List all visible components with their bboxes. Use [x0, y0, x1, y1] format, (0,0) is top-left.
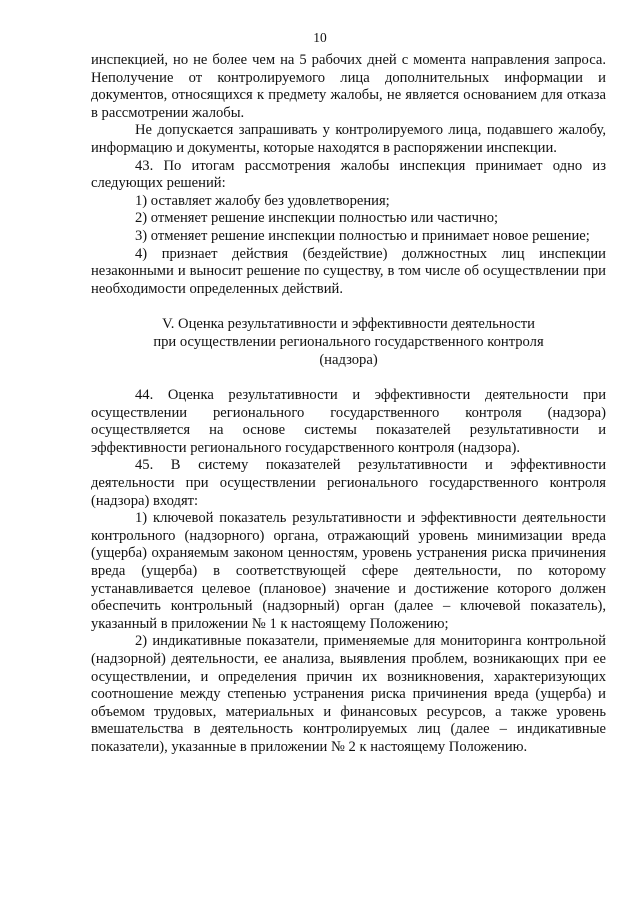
section-heading-line-1: V. Оценка результативности и эффективности деятельности [162, 316, 535, 333]
paragraph: 3) отменяет решение инспекции полностью и принимает новое решение; [135, 227, 590, 244]
paragraph: инспекцией, но не более чем на 5 рабочих дней с момента направления запроса. Неполучение от контролируемого лица дополнительных информации и документов, относящихся к предмету жалобы, не является основанием для отказа в рассмотрении жалобы. [91, 52, 606, 121]
paragraph: 43. По итогам рассмотрения жалобы инспекция принимает одно из следующих решений: [91, 157, 606, 192]
paragraph: 4) признает действия (бездействие) должностных лиц инспекции незаконными и выносит решение по существу, в том числе об осуществлении при необходимости определенных действий. [91, 245, 606, 297]
paragraph: Не допускается запрашивать у контролируемого лица, подавшего жалобу, информацию и документы, которые находятся в распоряжении инспекции. [91, 122, 606, 156]
section-heading-line-2: при осуществлении регионального государственного контроля [153, 333, 544, 350]
document-body [91, 52, 606, 757]
paragraph: 45. В систему показателей результативности и эффективности деятельности при осуществлении регионального государственного контроля (надзора) входят: [91, 457, 606, 509]
paragraph-group-performance-evaluation [91, 387, 606, 756]
section-heading-line-3: (надзора) [319, 351, 378, 368]
paragraph: 1) оставляет жалобу без удовлетворения; [135, 192, 390, 209]
paragraph: 1) ключевой показатель результативности и эффективности деятельности контрольного (надзорного) органа, отражающий уровень минимизации вреда (ущерба) охраняемым законом ценностям, уровень устранения риска причинения вреда (ущерба) в соответствующей сфере деятельности, по которому устанавливается целевое (плановое) значение и достижение которого должен обеспечить контрольный (надзорный) орган (далее – ключевой показатель), указанный в приложении № 1 к настоящему Положению; [91, 510, 606, 632]
paragraph: 2) индикативные показатели, применяемые для мониторинга контрольной (надзорной) деятельности, ее анализа, выявления проблем, возникающих при ее осуществлении, и определения причин их возникновения, характеризующих соотношение между степенью устранения риска причинения вреда (ущерба) и объемом трудовых, материальных и финансовых ресурсов, а также уровень вмешательства в деятельность контролируемых лиц (далее – индикативные показатели), указанные в приложении № 2 к настоящему Положению. [91, 633, 606, 755]
section-heading [91, 316, 606, 369]
paragraph-group-complaint-review [91, 52, 606, 298]
paragraph: 44. Оценка результативности и эффективности деятельности при осуществлении регионального государственного контроля (надзора) осуществляется на основе системы показателей результативности и эффективности регионального государственного контроля (надзора). [91, 387, 606, 456]
page-number: 10 [313, 30, 327, 45]
paragraph: 2) отменяет решение инспекции полностью или частично; [135, 210, 499, 227]
